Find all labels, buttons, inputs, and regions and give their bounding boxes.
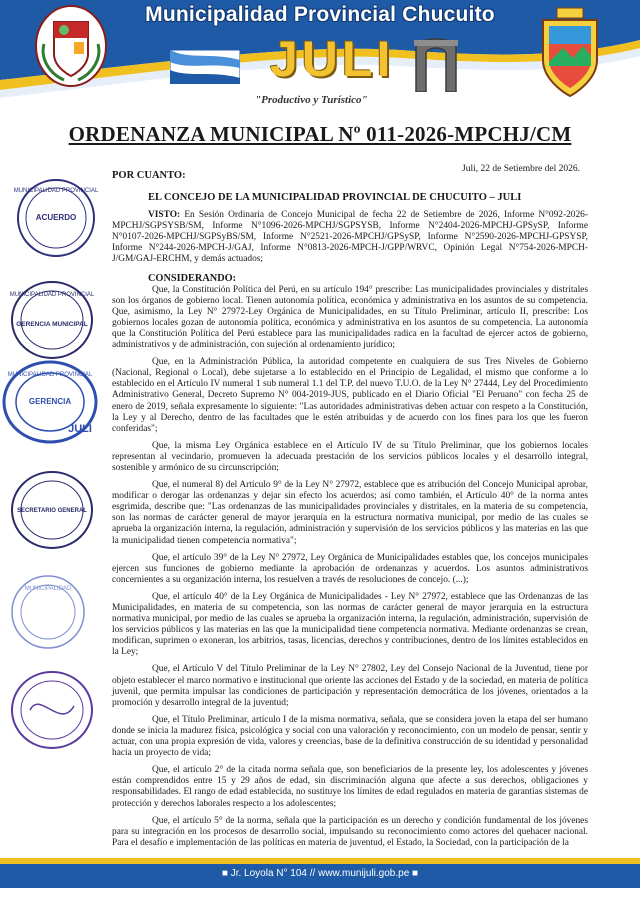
stamp-acuerdo xyxy=(14,180,99,256)
ordinance-title: ORDENANZA MUNICIPAL Nº 011-2026-MPCHJ/CM xyxy=(68,122,572,146)
considerando-paragraph-5: Que, el artículo 39° de la Ley N° 27972, Ley Orgánica de Municipalidades estables que, los concejos municipales ejercen sus funciones de gobierno mediante la aprobación de ordenanzas y acuerdos. Los asuntos administrativos concernientes a su organización interna, los resuelven a través de resoluciones de concejo. (...); xyxy=(112,552,588,585)
footer-address: ■ Jr. Loyola N° 104 // www.munijuli.gob.pe ■ xyxy=(221,868,419,879)
visto-paragraph xyxy=(112,210,588,265)
stone-arch-icon xyxy=(412,30,460,92)
considerando-paragraph-2: Que, en la Administración Pública, la autoridad competente en cualquiera de sus Tres Niveles de Gobierno (Nacional, Regional o Local), debe sujetarse a lo establecido en el Principio de Legalidad, el mismo que conforme a lo establecido en el Artículo IV numeral 1 sub numeral 1.1 del T.P. del nuevo T.U.O. de la Ley N° 27444, Ley del Procedimiento Administrativo General, Decreto Supremo N° 004-2019-JUS, publicado en el Diario Oficial "El Peruano" con fecha 25 de enero de 2019, señala expresamente lo siguiente: "Las autoridades administrativas deben actuar con respeto a la Constitución, la Ley y al Derecho, dentro de las facultades que le estén atribuidas y de acuerdo con los fines para los que les fueron conferidas"; xyxy=(112,357,588,434)
stamp-gerencia-juli xyxy=(4,362,96,442)
considerando-paragraph-4: Que, el numeral 8) del Artículo 9° de la Ley N° 27972, establece que es atribución del Concejo Municipal aprobar, modificar o derogar las ordenanzas y dejar sin efecto los acuerdos; así como también, el Artículo 40° de la norma antes esgrimida, describe que: "Las ordenanzas de las municipalidades provinciales y distritales, en la materia de su competencia, son las normas de carácter general de mayor jerarquía en la estructura normativa municipal, por medio de las cuales se aprueba la organización interna, la regulación, administración y supervisión de los servicios públicos y las materias en las que la municipalidad tienen competencia normativa"; xyxy=(112,480,588,546)
document-date: Juli, 22 de Setiembre del 2026. xyxy=(462,164,580,174)
stamp-faded xyxy=(12,576,84,648)
visto-text: En Sesión Ordinaria de Concejo Municipal de fecha 22 de Setiembre de 2026, Informe N°092-2026-MPCHJ/SGPSYSB/SM, Informe N°1096-2026-MPCHJ/SGPSYSB, Informe N°2404-2026-MPCHJ-GPSySP, Informe N°0107-2026-MPCHJ/SGPSyBS/SM, Informe N°2521-2026-MPCHJ/GPSySP, Informe N°2590-2026-MPCHJ-GPSYSP, Informe N°244-2026-MPCH-J/GAJ, Informe N°0813-2026-MPCH-J/GPP/WRVC, Opinión Legal N°754-2026-MPCH-J/GM/GAJ-ERCHM, y demás actuados; xyxy=(112,210,588,265)
stamp5-top-text: MUNICIPALIDAD xyxy=(24,586,72,592)
stamp3-center-text: GERENCIA xyxy=(28,397,72,406)
council-heading: EL CONCEJO DE LA MUNICIPALIDAD PROVINCIAL DE CHUCUITO – JULI xyxy=(148,192,522,203)
por-cuanto-heading: POR CUANTO: xyxy=(112,170,186,181)
stamp2-center-text: GERENCIA MUNICIPAL xyxy=(16,321,88,328)
considerando-paragraph-10: Que, el artículo 5° de la norma, señala que la participación es un derecho y condición fundamental de los jóvenes para su integración en los procesos de desarrollo social, impulsando su reconocimiento como actores del quehacer nacional. Para el desafío e implementación de las políticas en materia de juventud, el Estado, la Sociedad, con la participación de la xyxy=(112,815,588,848)
stamp3-bottom-text: JULI xyxy=(68,423,92,435)
considerando-paragraph-9: Que, el artículo 2° de la citada norma señala que, son beneficiarios de la presente ley, los adolescentes y jóvenes están comprendidos entre 15 y 29 años de edad, sin discriminación alguna que afecte a sus derechos, obligaciones y responsabilidades. El rango de edad establecida, no sustituye los límites de edad regulados en materia de garantías sistemas de protección y derechos laborales respecto a los adolescentes; xyxy=(112,765,588,809)
stamp4-center-text: SECRETARIO GENERAL xyxy=(17,508,87,514)
stamp2-top-text: MUNICIPALIDAD PROVINCIAL xyxy=(9,292,95,298)
provincial-shield-icon xyxy=(537,6,603,98)
considerando-paragraph-1: Que, la Constitución Política del Perú, en su artículo 194° prescribe: Las municipalidades provinciales y distritales son los órganos de gobierno local. Tienen autonomía política, económica y administrativa en los asuntos de su competencia. Que, asimismo, la Ley N° 27972-Ley Orgánica de Municipalidades, en su Título Preliminar, artículo II, prescribe: Los gobiernos locales gozan de autonomía política, económica y administrativa en los asuntos de su competencia. La autonomía que la Constitución Política del Perú establece para las municipalidades radica en la facultad de ejercer actos de gobierno, administrativos y de administración, con sujeción al ordenamiento jurídico; xyxy=(112,284,588,351)
stamp-gerencia-municipal xyxy=(10,282,95,358)
ordinance-body xyxy=(112,210,588,855)
stamp-secretario-general xyxy=(12,472,92,548)
official-stamps xyxy=(0,170,112,870)
visto-label: VISTO: xyxy=(148,210,181,220)
considerando-paragraph-8: Que, el Título Preliminar, artículo I de la misma normativa, señala, que se considera joven la etapa del ser humano donde se inicia la madurez física, psicológica y social con una valoración y reconocimiento, con un modelo de pensar, sentir y actuar, con una propia expresión de vida, valores y creencias, base de la definitiva construcción de su identidad y personalidad hacia un proyecto de vida; xyxy=(112,714,588,759)
slogan: "Productivo y Turístico" xyxy=(255,94,368,106)
letterhead xyxy=(0,0,640,118)
considerando-paragraph-7: Que, el Artículo V del Título Preliminar de la Ley N° 27802, Ley del Consejo Nacional de la Juventud, tiene por objeto establecer el marco normativo e institucional que oriente las acciones del Estado y de la sociedad, en materia de política juvenil, que permita impulsar las condiciones de participación y representación democrática de los jóvenes, orientados a la promoción y desarrollo integral de la juventud; xyxy=(112,664,588,708)
city-name: JULI xyxy=(270,31,395,87)
considerando-paragraph-6: Que, el artículo 40° de la Ley Orgánica de Municipalidades - Ley N° 27972, establece que las Ordenanzas de las Municipalidades, en materia de su competencia, son las normas de carácter general de mayor jerarquía en la estructura normativa municipal, por medio de las cuales se aprueba la organización interna, la regulación, administración, supervisión de los servicios públicos y las materias en las que la municipalidad tiene competencia normativa. Mediante ordenanzas se crean, modifican, suprimen o exoneran, los arbitrios, tasas, licencias, derechos y contribuciones, dentro de los límites establecidos en la Ley; xyxy=(112,591,588,658)
national-shield-icon xyxy=(34,4,108,88)
stamp3-top-text: MUNICIPALIDAD PROVINCIAL xyxy=(7,372,93,378)
municipality-name: Municipalidad Provincial Chucuito xyxy=(145,3,495,26)
stamp1-center-text: ACUERDO xyxy=(35,213,77,222)
stamp1-top-text: MUNICIPALIDAD PROVINCIAL xyxy=(13,188,99,194)
stamp-purple xyxy=(12,672,92,748)
juli-flag-icon xyxy=(170,50,240,84)
considerando-heading: CONSIDERANDO: xyxy=(148,273,237,285)
considerando-paragraph-3: Que, la misma Ley Orgánica establece en el Artículo IV de su Título Preliminar, que los gobiernos locales representan al vecindario, promueven la adecuada prestación de los servicios públicos locales y el desarrollo integral, sostenible y armónico de su circunscripción; xyxy=(112,440,588,473)
